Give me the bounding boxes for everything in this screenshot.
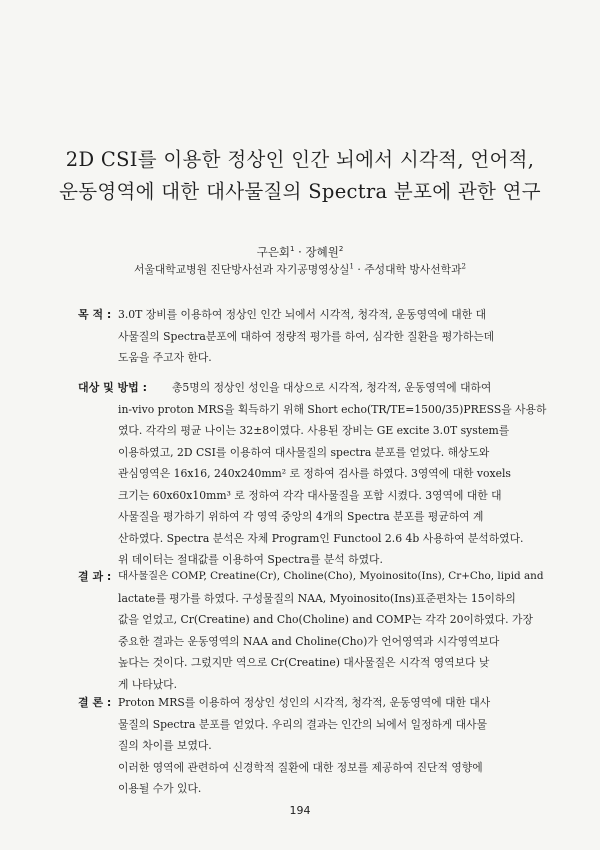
body-line: 대사물질은 COMP, Creatine(Cr), Choline(Cho), Myoinosito(Ins), Cr+Cho, lipid and: [118, 570, 544, 582]
methods-label: 대상 및 방법 :: [78, 381, 148, 394]
body-line: 위 데이터는 절대값를 이용하여 Spectra를 분석 하였다.: [118, 553, 383, 566]
body-line: 이러한 영역에 관련하여 신경학적 질환에 대한 정보를 제공하여 진단적 영향에: [118, 760, 483, 774]
results-body: [78, 566, 548, 695]
body-line: 사물질을 평가하기 위하여 각 영역 중앙의 4개의 Spectra 분포를 평균하여 계: [118, 510, 484, 523]
results-label: 결 과 :: [78, 570, 112, 583]
conclusion-label: 결 론 :: [78, 696, 112, 709]
affiliation-superscript: 1: [349, 262, 354, 271]
page-number: 194: [289, 804, 311, 817]
methods-body: [78, 377, 548, 571]
methods-section: [78, 377, 548, 571]
body-line: 크기는 60x60x10mm³ 로 정하여 각각 대사물질을 포함 시켰다. 3영역에 대한 대: [118, 488, 502, 502]
author-superscript: 1: [290, 245, 295, 254]
author-superscript: 2: [338, 245, 344, 254]
body-line: in-vivo proton MRS을 획득하기 위해 Short echo(TR/TE=1500/35)PRESS을 사용하: [118, 402, 547, 416]
conclusion-section: [78, 692, 548, 800]
body-line: 게 나타났다.: [118, 677, 178, 691]
body-line: Proton MRS를 이용하여 정상인 성인의 시각적, 청각적, 운동영역에 대한 대사: [118, 696, 491, 709]
body-line: 이용될 수가 있다.: [118, 782, 202, 795]
body-line: 총5명의 정상인 성인을 대상으로 시각적, 청각적, 운동영역에 대하여: [172, 381, 492, 394]
affiliation-list: [40, 262, 560, 277]
purpose-label: 목 적 :: [78, 308, 112, 321]
body-line: 사물질의 Spectra분포에 대하여 정량적 평가를 하여, 심각한 질환을 평가하는데: [118, 329, 495, 343]
conclusion-body: [78, 692, 548, 800]
body-line: 값을 얻었고, Cr(Creatine) and Cho(Choline) and COMP는 각각 20이하였다. 가장: [118, 613, 533, 626]
body-line: 질의 차이를 보였다.: [118, 739, 212, 752]
author-list: [40, 244, 560, 260]
purpose-section: [78, 304, 548, 369]
author-name: 구은회: [256, 245, 291, 259]
body-line: lactate를 평가를 하였다. 구성물질의 NAA, Myoinosito(Ins)표준편차는 15이하의: [118, 591, 516, 605]
body-line: 도움을 주고자 한다.: [118, 351, 212, 364]
body-line: 물질의 Spectra 분포를 얻었다. 우리의 결과는 인간의 뇌에서 일정하게 대사물: [118, 717, 488, 731]
body-line: 였다. 각각의 평균 나이는 32±8이였다. 사용된 장비는 GE excite 3.0T system를: [118, 424, 510, 437]
body-line: 3.0T 장비를 이용하여 정상인 인간 뇌에서 시각적, 청각적, 운동영역에 대한 대: [118, 308, 487, 321]
title-line-2: 운동영역에 대한 대사물질의 Spectra 분포에 관한 연구: [59, 180, 541, 203]
affiliation-superscript: 2: [461, 262, 466, 271]
affiliation-separator: ·: [353, 263, 365, 276]
body-line: 중요한 결과는 운동영역의 NAA and Choline(Cho)가 언어영역과 시각영역보다: [118, 634, 500, 648]
affiliation: 서울대학교병원 진단방사선과 자기공명영상실: [133, 263, 350, 276]
purpose-body: [78, 304, 548, 369]
author-separator: ·: [294, 245, 306, 259]
author-name: 장혜원: [305, 245, 339, 259]
results-section: [78, 566, 548, 695]
body-line: 관심영역은 16x16, 240x240mm² 로 정하여 검사를 하였다. 3영역에 대한 voxels: [118, 467, 511, 480]
title-line-1: 2D CSI를 이용한 정상인 인간 뇌에서 시각적, 언어적,: [65, 148, 535, 171]
body-line: 높다는 것이다. 그렀지만 역으로 Cr(Creatine) 대사물질은 시각적 영역보다 낮: [118, 656, 490, 669]
body-line: 이용하였고, 2D CSI를 이용하여 대사물질의 spectra 분포를 얻었다. 해상도와: [118, 445, 490, 459]
body-line: 산하였다. Spectra 분석은 자체 Program인 Functool 2.6 4b 사용하여 분석하였다.: [118, 531, 524, 545]
affiliation: 주성대학 방사선학과: [364, 263, 462, 276]
